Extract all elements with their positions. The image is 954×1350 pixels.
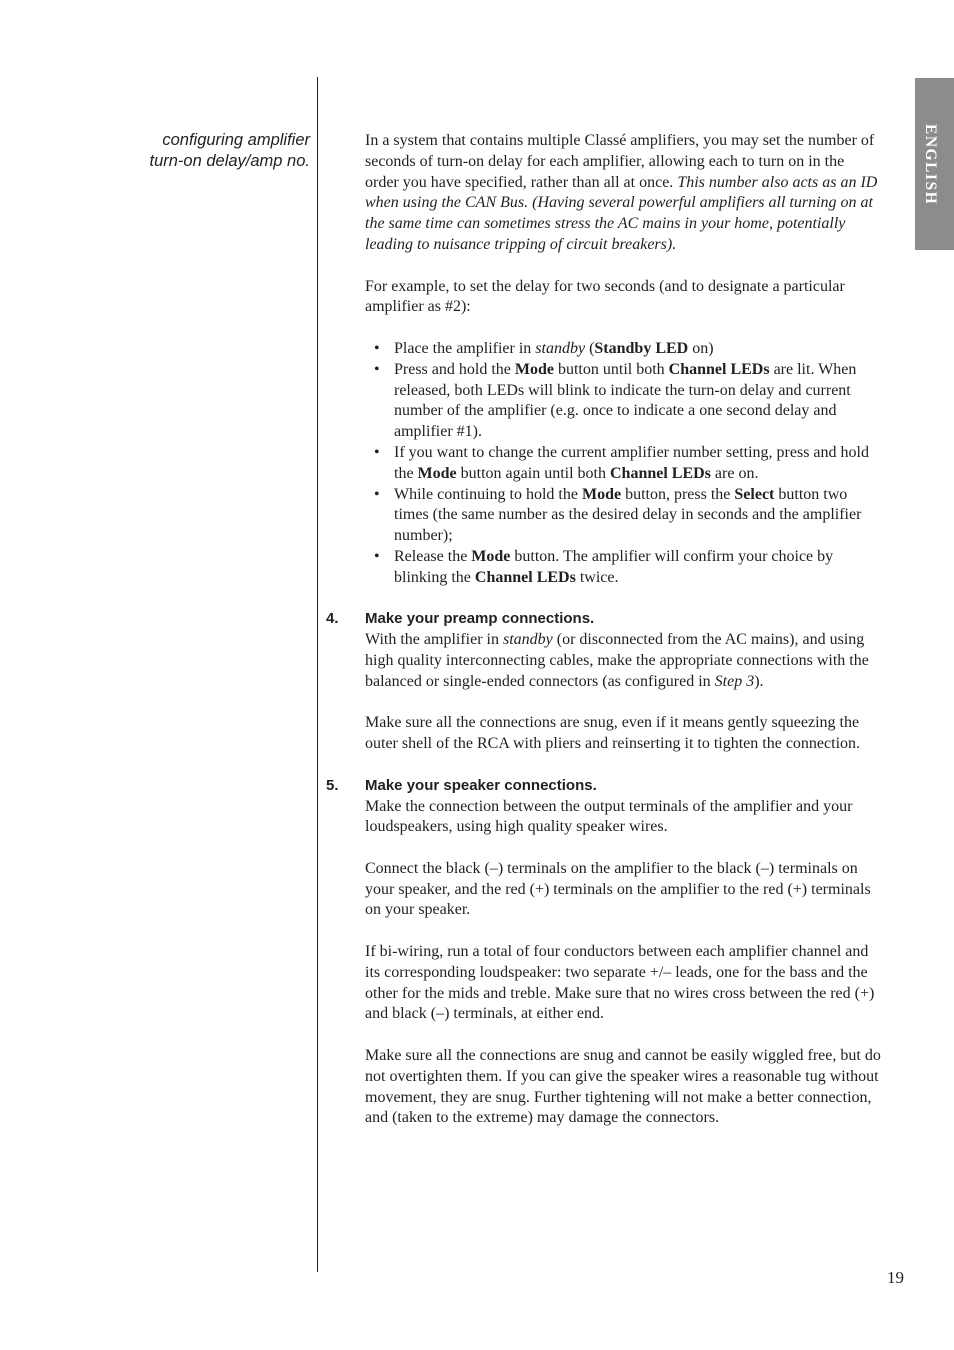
step-4-step3-italic: Step 3 <box>714 672 755 690</box>
bullet-item <box>365 360 881 443</box>
step-5-paragraph-3: If bi-wiring, run a total of four conductors between each amplifier channel and its corresponding loudspeaker: two separate +/– leads, one for the bass and the other for the mids and treble. Make sure that no wires cross between the red (+) and black (–) terminals, at either end. <box>365 943 875 1023</box>
side-heading-line-1: configuring amplifier <box>162 131 310 149</box>
step-5-paragraph-4: Make sure all the connections are snug and cannot be easily wiggled free, but do not overtighten them. If you can give the speaker wires a reasonable tug without movement, they are snug. Further tightening will not make a better connection, and (taken to the extreme) may damage the connectors. <box>365 1047 881 1127</box>
bold-term: Channel LEDs <box>474 568 576 586</box>
intro-paragraph <box>365 131 881 256</box>
step-4-heading <box>326 609 881 630</box>
language-tab-label: ENGLISH <box>922 124 939 206</box>
step-5-paragraph-1: Make the connection between the output terminals of the amplifier and your loudspeakers, using high quality speaker wires. <box>365 797 853 836</box>
bullet-text: button two times (the same number as the desired delay in seconds and the amplifier number); <box>394 485 862 545</box>
intro-italic-note: This number also acts as an ID when using the CAN Bus. (Having several powerful amplifiers all turning on at the same time can sometimes stress the AC mains in your home, potentially leading to nuisance tripping of circuit breakers). <box>365 173 878 253</box>
intro-text: In a system that contains multiple Classé amplifiers, you may set the number of seconds of turn-on delay for each amplifier, allowing each to turn on in the order you have specified, rather than all at once. <box>365 132 875 191</box>
step-4-paragraph-2: Make sure all the connections are snug, even if it means gently squeezing the outer shell of the RCA with pliers and reinserting it to tighten the connection. <box>365 714 861 753</box>
bold-term: Select <box>734 485 775 503</box>
bold-term: Channel LEDs <box>668 360 770 378</box>
bullet-text: If you want to change the current amplifier number setting, press and hold the <box>394 443 869 482</box>
bullet-text: While continuing to hold the <box>394 485 582 503</box>
bold-term: Standby LED <box>594 339 689 357</box>
bold-term: Mode <box>581 485 622 503</box>
bold-term: Mode <box>417 464 457 482</box>
bullet-text: are lit. When released, both LEDs will blink to indicate the turn-on delay and current number of the amplifier (e.g. once to indicate a one second delay and amplifier #1). <box>394 360 857 441</box>
bullet-text: button again until both <box>456 464 610 482</box>
instruction-bullet-list <box>365 339 881 589</box>
step-4-number: 4. <box>326 610 339 628</box>
step-5-number: 5. <box>326 776 339 794</box>
bullet-item <box>365 339 881 360</box>
language-tab <box>915 78 954 250</box>
side-heading-line-2: turn-on delay/amp no. <box>149 152 310 170</box>
bullet-text: button until both <box>553 360 669 378</box>
step-4-title: Make your preamp connections. <box>365 610 595 628</box>
page-number: 19 <box>887 1268 904 1287</box>
example-paragraph: For example, to set the delay for two seconds (and to designate a particular amplifier as #2): <box>365 277 845 316</box>
bullet-text: button, press the <box>621 485 735 503</box>
bullet-item <box>365 443 881 485</box>
step-5-title: Make your speaker connections. <box>365 776 597 794</box>
bullet-text: Place the amplifier in <box>394 339 536 357</box>
bullet-item <box>365 485 881 547</box>
bullet-item <box>365 547 881 589</box>
step-4-paragraph-1 <box>365 630 881 692</box>
bullet-text: Release the <box>394 547 472 565</box>
italic-term: standby <box>535 339 586 357</box>
bullet-text: are on. <box>710 464 759 482</box>
vertical-divider <box>317 77 318 1272</box>
step-4-text: With the amplifier in <box>365 631 503 649</box>
step-5-heading <box>326 776 881 797</box>
step-4-text: (or disconnected from the AC mains), and using high quality interconnecting cables, make the appropriate connections with the balanced or single-ended connectors (as configured in <box>365 631 869 690</box>
step-4-standby-italic: standby <box>502 631 553 649</box>
step-4-text: ). <box>754 672 764 690</box>
section-side-heading <box>60 130 310 172</box>
main-content <box>326 131 881 1129</box>
bullet-text: twice. <box>575 568 619 586</box>
bullet-text: ( <box>585 339 595 357</box>
bold-term: Channel LEDs <box>609 464 711 482</box>
bullet-text: button. The amplifier will confirm your choice by blinking the <box>394 547 834 586</box>
bullet-text: on) <box>688 339 714 357</box>
bold-term: Mode <box>471 547 511 565</box>
bold-term: Mode <box>514 360 554 378</box>
bullet-text: Press and hold the <box>394 360 515 378</box>
step-5-paragraph-2: Connect the black (–) terminals on the amplifier to the black (–) terminals on your speaker, and the red (+) terminals on the amplifier to the red (+) terminals on your speaker. <box>365 859 871 919</box>
